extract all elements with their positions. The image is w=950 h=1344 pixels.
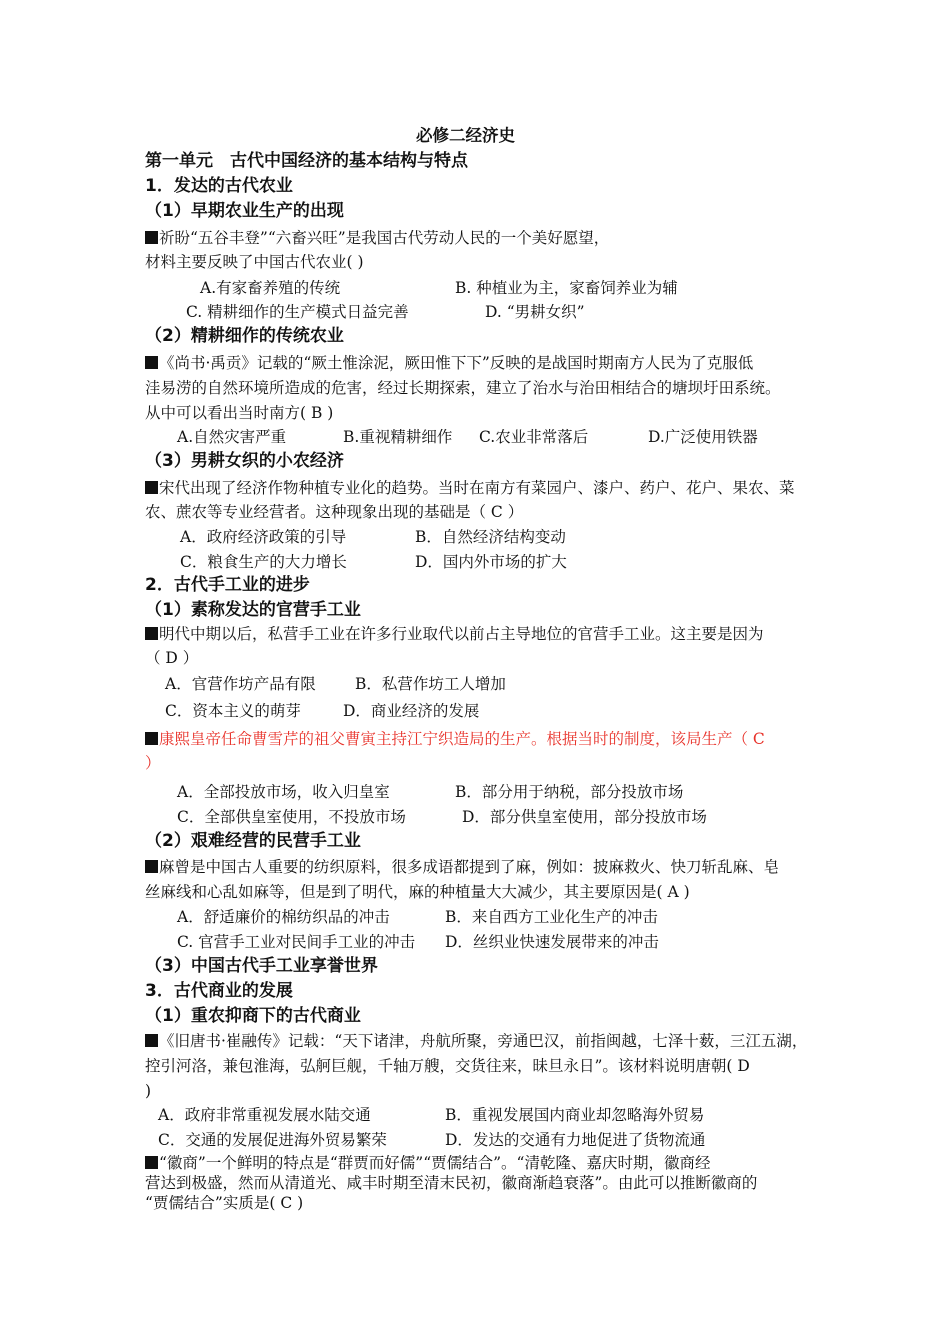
square-bullet-icon — [145, 627, 158, 640]
subsection-heading-official-handicraft: （1）素称发达的官营手工业 — [145, 600, 361, 620]
question-text: “贾儒结合”实质是( C ) — [145, 1194, 304, 1212]
square-bullet-icon — [145, 732, 158, 745]
square-bullet-icon — [145, 1156, 158, 1169]
option-a: A．全部投放市场，收入归皇室 — [177, 783, 390, 801]
square-bullet-icon — [145, 481, 158, 494]
section-heading-handicraft: 2．古代手工业的进步 — [145, 575, 310, 595]
question-text-highlighted: ） — [145, 754, 161, 772]
question-text-highlighted: 康熙皇帝任命曹雪芹的祖父曹寅主持江宁织造局的生产。根据当时的制度，该局生产（ C — [145, 729, 765, 749]
question-text: 明代中期以后，私营手工业在许多行业取代以前占主导地位的官营手工业。这主要是因为 — [145, 624, 764, 644]
question-text: 丝麻线和心乱如麻等，但是到了明代，麻的种植量大大减少，其主要原因是( A ) — [145, 883, 690, 901]
question-text: 控引河洛，兼包淮海，弘舸巨舰，千轴万艘，交货往来，昧旦永日”。该材料说明唐朝( D — [145, 1057, 750, 1075]
square-bullet-icon — [145, 356, 158, 369]
option-d: D．国内外市场的扩大 — [415, 553, 567, 571]
option-d: D．丝织业快速发展带来的冲击 — [445, 933, 659, 951]
subsection-heading-world-renowned: （3）中国古代手工业享誉世界 — [145, 956, 378, 976]
question-text: 洼易涝的自然环境所造成的危害，经过长期探索，建立了治水与治田相结合的塘坝圩田系统。 — [145, 379, 781, 397]
option-c: C．资本主义的萌芽 — [165, 702, 301, 720]
question-text: 麻曾是中国古人重要的纺织原料，很多成语都提到了麻，例如：披麻救火、快刀斩乱麻、皂 — [145, 857, 779, 877]
option-c: C．交通的发展促进海外贸易繁荣 — [158, 1131, 387, 1149]
option-b: B．来自西方工业化生产的冲击 — [445, 908, 658, 926]
option-a: A．政府非常重视发展水陆交通 — [158, 1106, 371, 1124]
option-a: A.自然灾害严重 — [177, 428, 287, 446]
question-text: 《尚书·禹贡》记载的“厥土惟涂泥，厥田惟下下”反映的是战国时期南方人民为了克服低 — [145, 353, 753, 373]
option-c: C. 精耕细作的生产模式日益完善 — [186, 303, 409, 321]
option-b: B. 种植业为主，家畜饲养业为辅 — [455, 279, 678, 297]
question-text: 《旧唐书·崔融传》记载：“天下诸津，舟航所聚，旁通巴汉，前指闽越，七泽十薮，三江五湖， — [145, 1031, 807, 1051]
question-text: 宋代出现了经济作物种植专业化的趋势。当时在南方有菜园户、漆户、药户、花户、果农、菜 — [145, 478, 795, 498]
option-a: A．政府经济政策的引导 — [180, 528, 347, 546]
option-b: B．重视发展国内商业却忽略海外贸易 — [445, 1106, 705, 1124]
question-text: 从中可以看出当时南方( B ) — [145, 404, 334, 422]
section-heading-commerce: 3．古代商业的发展 — [145, 981, 293, 1001]
section-heading-agriculture: 1．发达的古代农业 — [145, 176, 293, 196]
subsection-heading-intensive-farming: （2）精耕细作的传统农业 — [145, 326, 344, 346]
option-a: A.有家畜养殖的传统 — [200, 279, 341, 297]
question-text: 营达到极盛，然而从清道光、咸丰时期至清末民初，徽商渐趋衰落”。由此可以推断徽商的 — [145, 1174, 758, 1192]
square-bullet-icon — [145, 231, 158, 244]
page-title: 必修二经济史 — [416, 126, 515, 145]
subsection-heading-early-agriculture: （1）早期农业生产的出现 — [145, 201, 344, 221]
question-text: 祈盼“五谷丰登”“六畜兴旺”是我国古代劳动人民的一个美好愿望， — [145, 228, 609, 248]
option-a: A．官营作坊产品有限 — [165, 675, 316, 693]
option-a: A．舒适廉价的棉纺织品的冲击 — [177, 908, 390, 926]
option-d: D．部分供皇室使用，部分投放市场 — [462, 808, 707, 826]
option-d: D．商业经济的发展 — [343, 702, 480, 720]
option-b: B．部分用于纳税，部分投放市场 — [455, 783, 684, 801]
subsection-heading-commerce-policy: （1）重农抑商下的古代商业 — [145, 1006, 361, 1026]
question-text: （ D ） — [145, 649, 199, 667]
option-c: C. 官营手工业对民间手工业的冲击 — [177, 933, 416, 951]
option-d: D.广泛使用铁器 — [648, 428, 758, 446]
option-b: B.重视精耕细作 — [343, 428, 453, 446]
subsection-heading-private-handicraft: （2）艰难经营的民营手工业 — [145, 831, 361, 851]
question-text: 农、蔗农等专业经营者。这种现象出现的基础是（ C ） — [145, 503, 524, 521]
option-c: C.农业非常落后 — [479, 428, 589, 446]
option-c: C．全部供皇室使用，不投放市场 — [177, 808, 406, 826]
question-text: 材料主要反映了中国古代农业( ) — [145, 253, 364, 271]
square-bullet-icon — [145, 860, 158, 873]
option-d: D．发达的交通有力地促进了货物流通 — [445, 1131, 706, 1149]
option-d: D. “男耕女织” — [485, 303, 585, 321]
option-c: C．粮食生产的大力增长 — [180, 553, 347, 571]
unit-heading: 第一单元 古代中国经济的基本结构与特点 — [145, 151, 468, 171]
option-b: B．自然经济结构变动 — [415, 528, 566, 546]
square-bullet-icon — [145, 1034, 158, 1047]
subsection-heading-small-peasant: （3）男耕女织的小农经济 — [145, 451, 344, 471]
option-b: B．私营作坊工人增加 — [355, 675, 506, 693]
question-text: “徽商”一个鲜明的特点是“群贾而好儒”“贾儒结合”。“清乾隆、嘉庆时期，徽商经 — [145, 1153, 710, 1173]
question-text: ) — [145, 1082, 152, 1100]
